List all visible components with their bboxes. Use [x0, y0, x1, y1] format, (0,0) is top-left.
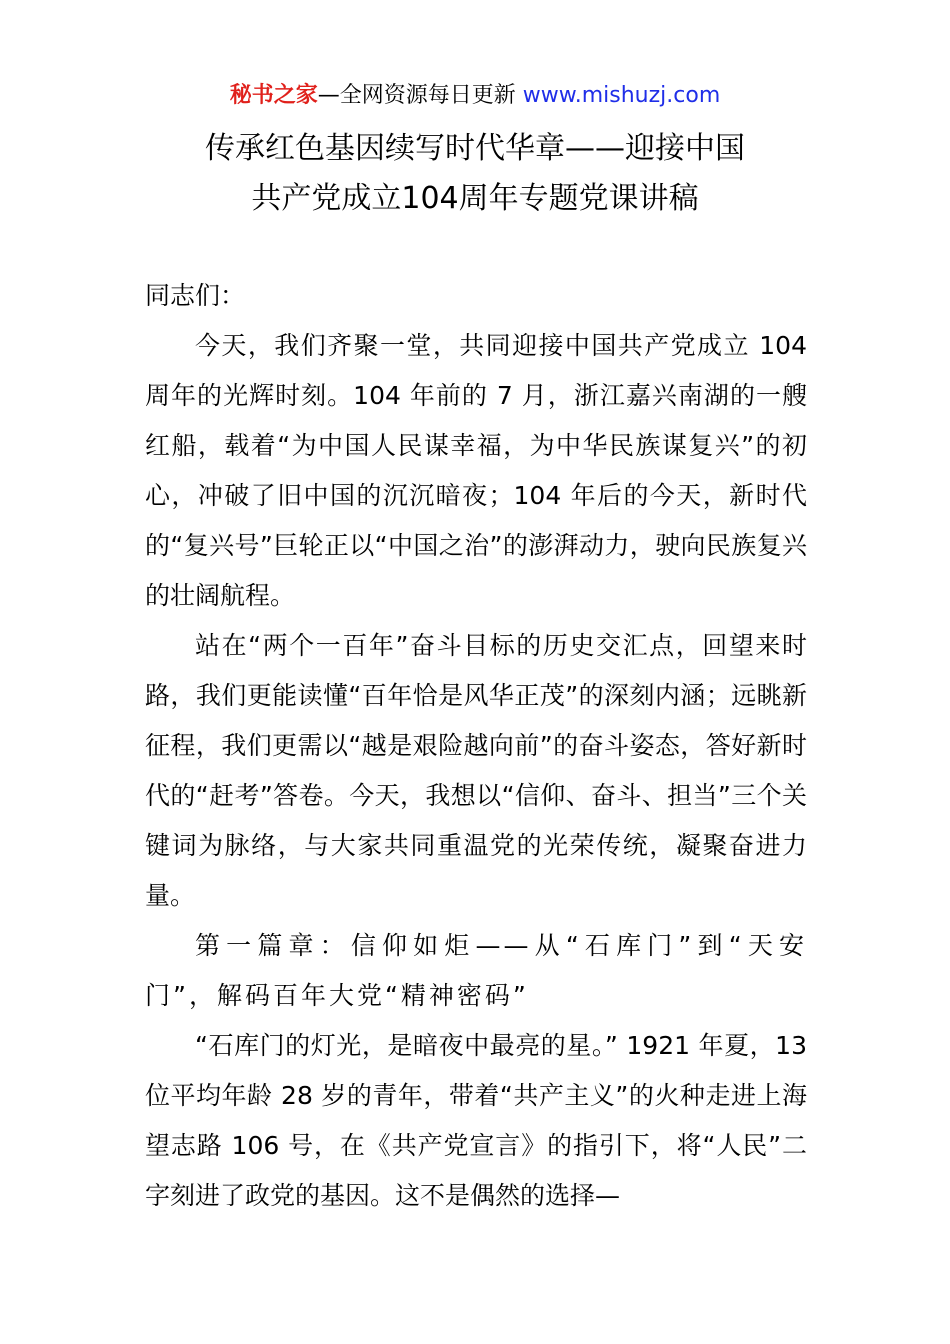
site-url-link[interactable]: www.mishuzj.com [522, 83, 721, 108]
paragraph-chapter-body: “石库门的灯光，是暗夜中最亮的星。” 1921 年夏，13 位平均年龄 28 岁的青年，带着“共产主义”的火种走进上海望志路 106 号，在《共产党宣言》的指引下，将“人民”二字刻进了政党的基因。这不是偶然的选择— [145, 1031, 807, 1210]
brand-name: 秘书之家 [229, 83, 318, 108]
paragraph-outline: 站在“两个一百年”奋斗目标的历史交汇点，回望来时路，我们更能读懂“百年恰是风华正茂”的深刻内涵；远眺新征程，我们更需以“越是艰险越向前”的奋斗姿态，答好新时代的“赶考”答卷。今天，我想以“信仰、奋斗、担当”三个关键词为脉络，与大家共同重温党的光荣传统，凝聚奋进力量。 [145, 631, 807, 910]
greeting: 同志们： [145, 281, 246, 310]
chapter-heading: 第一篇章：信仰如炬——从“石库门”到“天安门”，解码百年大党“精神密码” [145, 931, 807, 1010]
paragraph-intro: 今天，我们齐聚一堂，共同迎接中国共产党成立 104 周年的光辉时刻。104 年前的 7 月，浙江嘉兴南湖的一艘红船，载着“为中国人民谋幸福，为中华民族谋复兴”的初心，冲破了旧中国的沉沉暗夜；104 年后的今天，新时代的“复兴号”巨轮正以“中国之治”的澎湃动力，驶向民族复兴的壮阔航程。 [145, 331, 807, 610]
document-body [145, 271, 807, 1221]
title-line-1: 传承红色基因续写时代华章——迎接中国 [205, 131, 745, 166]
title-line-2: 共产党成立104周年专题党课讲稿 [251, 181, 699, 216]
document-title [0, 124, 950, 224]
site-header [0, 80, 950, 112]
header-tagline: —全网资源每日更新 [317, 83, 523, 108]
